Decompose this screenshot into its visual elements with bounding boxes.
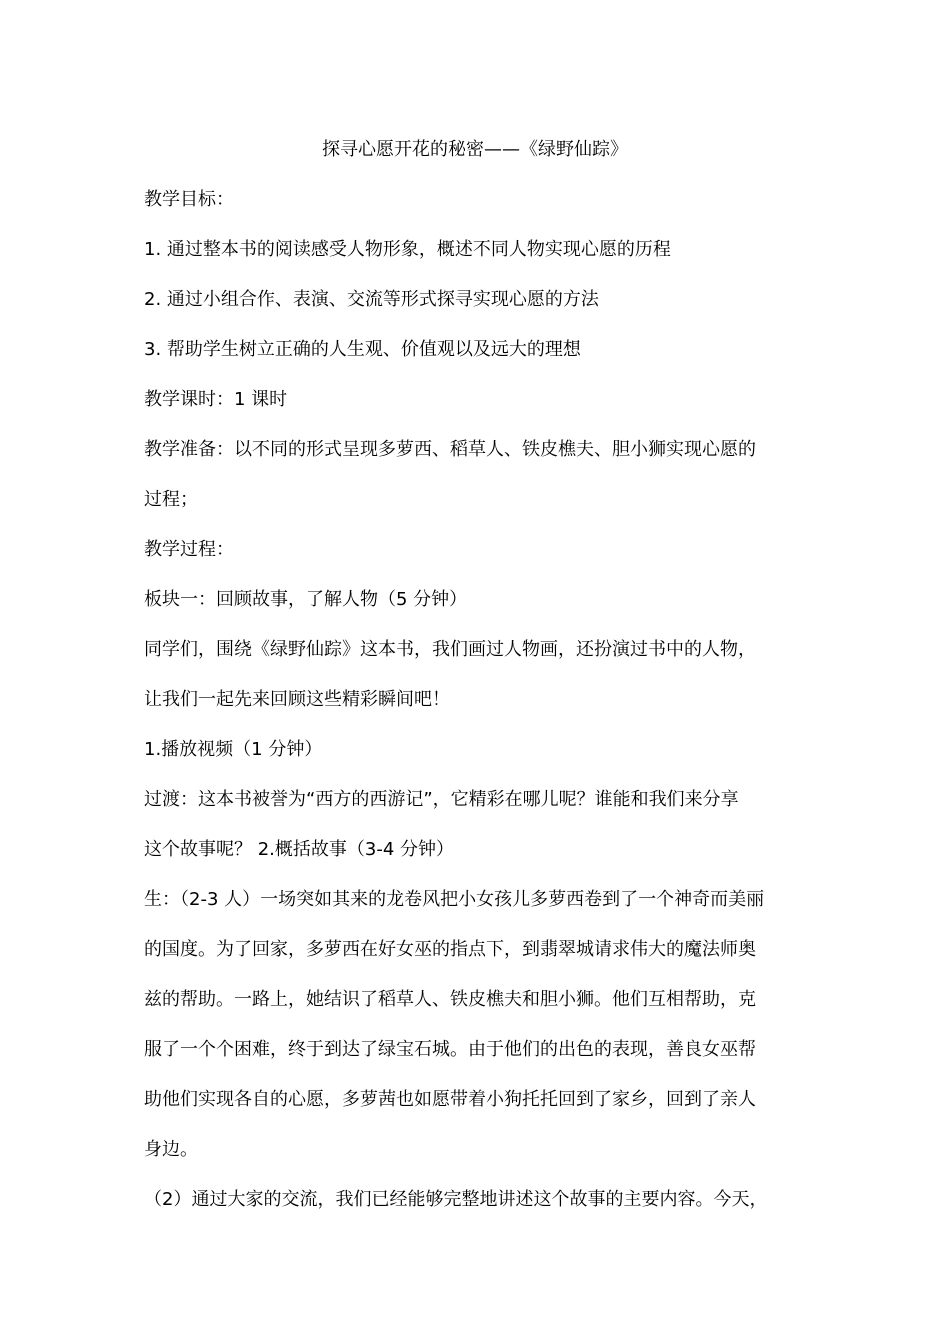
goal-3: 3. 帮助学生树立正确的人生观、价值观以及远大的理想	[144, 339, 581, 360]
paragraph-line: 服了一个个困难，终于到达了绿宝石城。由于他们的出色的表现，善良女巫帮	[144, 1039, 756, 1060]
paragraph-line: 身边。	[144, 1139, 198, 1160]
class-hours: 教学课时：1 课时	[144, 389, 288, 410]
document-title: 探寻心愿开花的秘密——《绿野仙踪》	[322, 139, 628, 160]
section-1-heading: 板块一：回顾故事，了解人物（5 分钟）	[144, 589, 468, 610]
teaching-prep-line-1: 教学准备：以不同的形式呈现多萝西、稻草人、铁皮樵夫、胆小狮实现心愿的	[144, 439, 756, 460]
goal-2: 2. 通过小组合作、表演、交流等形式探寻实现心愿的方法	[144, 289, 599, 310]
paragraph-line: 过渡：这本书被誉为“西方的西游记”，它精彩在哪儿呢？谁能和我们来分享	[144, 789, 739, 810]
teaching-prep-line-2: 过程；	[144, 489, 198, 510]
paragraph-line: 让我们一起先来回顾这些精彩瞬间吧！	[144, 689, 450, 710]
teaching-goals-heading: 教学目标：	[144, 189, 234, 210]
paragraph-line: 生：（2-3 人）一场突如其来的龙卷风把小女孩儿多萝西卷到了一个神奇而美丽	[144, 889, 765, 910]
paragraph-line: 这个故事呢？ 2.概括故事（3-4 分钟）	[144, 839, 455, 860]
goal-1: 1. 通过整本书的阅读感受人物形象，概述不同人物实现心愿的历程	[144, 239, 671, 260]
paragraph-line: 兹的帮助。一路上，她结识了稻草人、铁皮樵夫和胆小狮。他们互相帮助，克	[144, 989, 756, 1010]
step-play-video: 1.播放视频（1 分钟）	[144, 739, 323, 760]
paragraph-line: （2）通过大家的交流，我们已经能够完整地讲述这个故事的主要内容。今天，	[144, 1189, 768, 1210]
paragraph-line: 助他们实现各自的心愿，多萝茜也如愿带着小狗托托回到了家乡，回到了亲人	[144, 1089, 756, 1110]
paragraph-line: 的国度。为了回家，多萝西在好女巫的指点下，到翡翠城请求伟大的魔法师奥	[144, 939, 756, 960]
paragraph-line: 同学们，围绕《绿野仙踪》这本书，我们画过人物画，还扮演过书中的人物，	[144, 639, 756, 660]
teaching-process-heading: 教学过程：	[144, 539, 234, 560]
